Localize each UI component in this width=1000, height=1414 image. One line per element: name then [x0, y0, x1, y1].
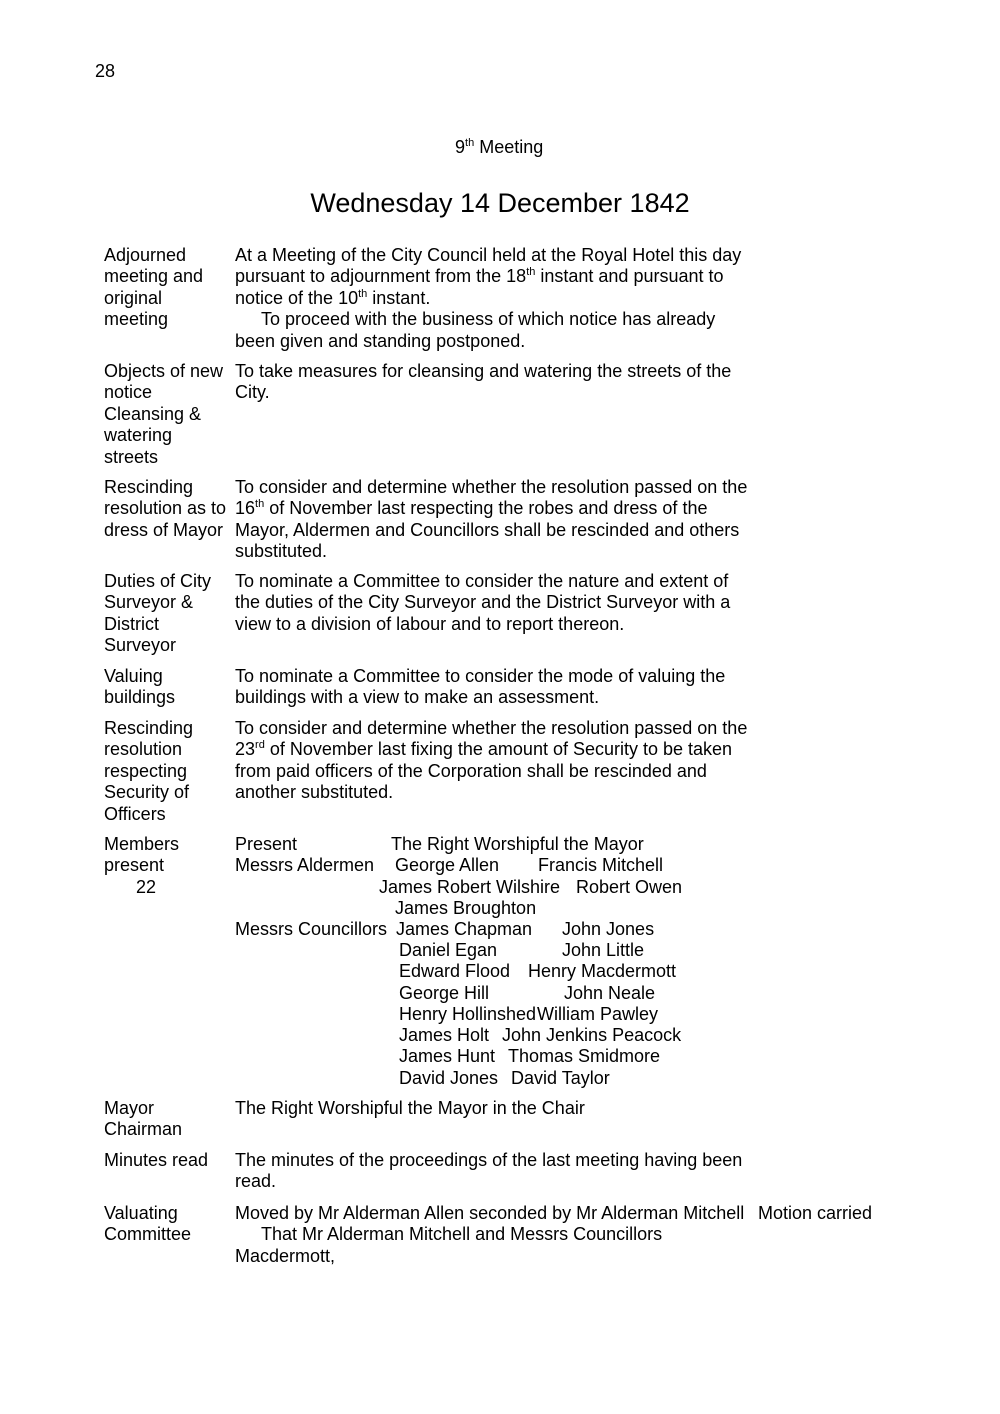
councillor-name: David Jones [399, 1068, 499, 1088]
councillor-name: James Hunt [399, 1046, 496, 1066]
councillor-name: James Chapman [396, 919, 533, 939]
margin-note-valuing: Valuing buildings [104, 666, 176, 708]
present-label: Present [235, 834, 298, 854]
paragraph-motion [235, 1203, 755, 1267]
alderman-name: James Broughton [395, 898, 537, 918]
councillor-name: John Little [562, 940, 645, 960]
paragraph-minutes: The minutes of the proceedings of the last meeting having been read. [235, 1150, 743, 1192]
paragraph-indented: That Mr Alderman Mitchell and Messrs Councillors Macdermott, [235, 1224, 663, 1266]
councillor-name: Henry Macdermott [528, 961, 677, 981]
margin-note-members-present: Members present [104, 834, 180, 876]
meeting-text: Meeting [474, 137, 544, 157]
councillor-name: Edward Flood [399, 961, 511, 981]
councillor-name: Thomas Smidmore [508, 1046, 661, 1066]
councillor-name: Daniel Egan [399, 940, 498, 960]
paragraph-indented: To proceed with the business of which notice has already been given and standing postponed. [235, 309, 716, 351]
ordinal-suffix: th [255, 498, 265, 511]
ordinal-suffix: th [358, 287, 368, 300]
paragraph-meeting-opening [235, 245, 755, 352]
margin-note-rescinding-security: Rescinding resolution respecting Security of Officers [104, 718, 194, 824]
paragraph-valuing: To nominate a Committee to consider the mode of valuing the buildings with a view to make an assessment. [235, 666, 726, 708]
councillor-name: George Hill [399, 983, 490, 1003]
margin-note-mayor-chairman: Mayor Chairman [104, 1098, 183, 1140]
councillor-name: Henry Hollinshed [399, 1004, 537, 1024]
paragraph-text: At a Meeting of the City Council held at the Royal Hotel this day pursuant to adjournment from the 18 [235, 245, 742, 287]
paragraph-text: To consider and determine whether the resolution passed on the 16 [235, 477, 748, 519]
ordinal-suffix: rd [255, 739, 265, 752]
councillor-name: David Taylor [511, 1068, 610, 1088]
paragraph-duties: To nominate a Committee to consider the nature and extent of the duties of the City Surveyor and the District Surveyor with a view to a division of labour and to report thereon. [235, 571, 731, 634]
page-number: 28 [95, 61, 116, 81]
aldermen-label: Messrs Aldermen [235, 855, 375, 875]
paragraph-text: To consider and determine whether the resolution passed on the 23 [235, 718, 748, 760]
alderman-name: George Allen [395, 855, 500, 875]
meeting-label [455, 137, 543, 158]
paragraph-text: of November last respecting the robes and dress of the Mayor, Aldermen and Councillors shall be rescinded and others substituted. [235, 498, 740, 562]
date-title: Wednesday 14 December 1842 [310, 188, 690, 218]
margin-note-valuating-committee: Valuating Committee [104, 1203, 192, 1245]
right-note-motion-carried: Motion carried [758, 1203, 873, 1223]
margin-note-minutes-read: Minutes read [104, 1150, 209, 1170]
alderman-name: James Robert Wilshire [379, 877, 561, 897]
alderman-name: Francis Mitchell [538, 855, 664, 875]
paragraph-text: instant. [367, 287, 431, 308]
paragraph-text: of November last fixing the amount of Security to be taken from paid officers of the Corporation shall be rescinded and another substituted. [235, 739, 733, 803]
councillor-name: John Jenkins Peacock [502, 1025, 682, 1045]
councillors-label: Messrs Councillors [235, 919, 388, 939]
councillor-name: William Pawley [537, 1004, 659, 1024]
councillor-name: John Jones [562, 919, 655, 939]
paragraph-mayor-chair: The Right Worshipful the Mayor in the Chair [235, 1098, 585, 1118]
councillor-name: John Neale [564, 983, 656, 1003]
paragraph-dress [235, 477, 755, 563]
margin-note-objects: Objects of new notice Cleansing & watering streets [104, 361, 224, 467]
councillor-name: James Holt [399, 1025, 490, 1045]
meeting-number-suffix: th [465, 137, 475, 149]
members-count: 22 [136, 877, 157, 897]
mayor-name: The Right Worshipful the Mayor [391, 834, 644, 854]
margin-note-adjourned: Adjourned meeting and original meeting [104, 245, 204, 330]
margin-note-duties: Duties of City Surveyor & District Surveyor [104, 571, 212, 656]
paragraph-text: Moved by Mr Alderman Allen seconded by Mr Alderman Mitchell [235, 1203, 745, 1223]
ordinal-suffix: th [526, 266, 536, 279]
alderman-name: Robert Owen [576, 877, 683, 897]
paragraph-cleansing: To take measures for cleansing and watering the streets of the City. [235, 361, 732, 403]
meeting-number: 9 [455, 137, 466, 157]
margin-note-rescinding-dress: Rescinding resolution as to dress of Mayor [104, 477, 227, 540]
paragraph-security [235, 718, 755, 804]
paragraph-text: instant and pursuant to notice of the 10 [235, 266, 724, 308]
